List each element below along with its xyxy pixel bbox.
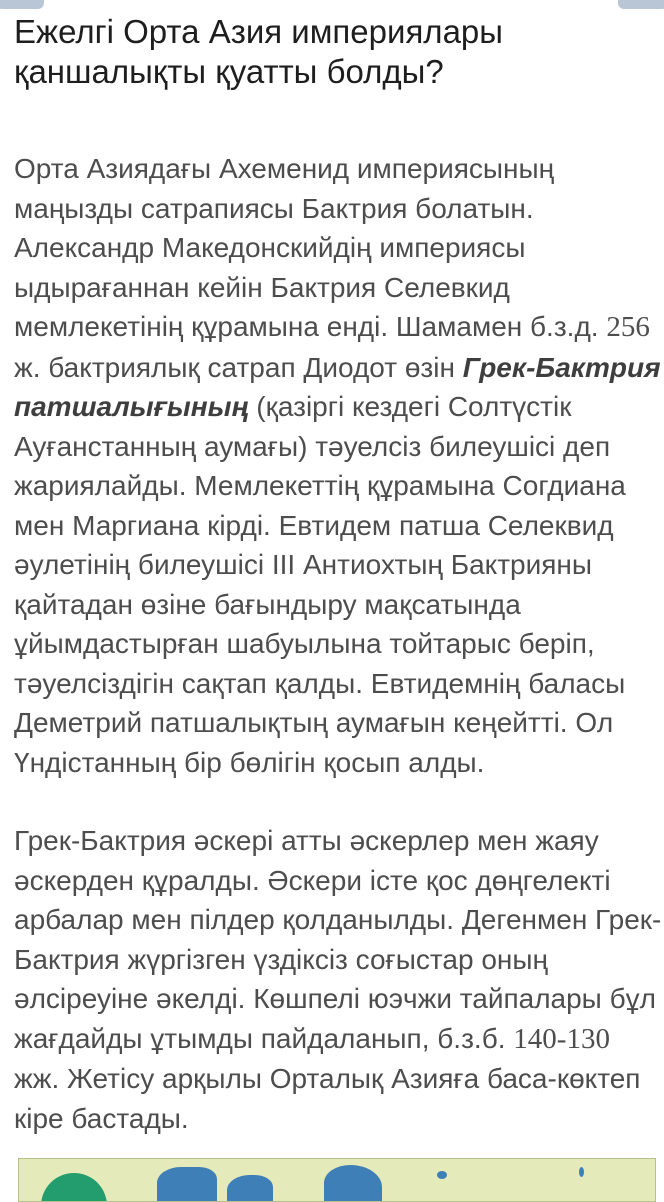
paragraph-2-years: 140-130	[513, 1022, 610, 1055]
map-water-area	[437, 1171, 447, 1179]
paragraph-1-text-a: Орта Азиядағы Ахеменид империясының маңызды сатрапиясы Бактрия болатын. Александр Македонскийдің империясы ыдырағаннан кейін Бактрия Селевкид мемлекетінің құрамына енді. Шамамен б.з.д.	[14, 153, 607, 342]
top-left-tab	[0, 0, 44, 9]
paragraph-2-text-a: Грек-Бактрия әскері атты әскерлер мен жаяу әскерден құралды. Әскери істе қос дөңгелекті арбалар мен пілдер қолданылды. Дегенмен Грек-Бактрия жүргізген үздіксіз соғыстар оның әлсіреуіне әкелді. Көшпелі юэчжи тайпалары бұл жағдайды ұтымды пайдаланып, б.з.б.	[14, 825, 662, 1054]
top-right-tab	[618, 0, 664, 9]
paragraph-2-text-b: жж. Жетісу арқылы Орталық Азияға баса-көктеп кіре бастады.	[14, 1063, 641, 1134]
paragraph-1-text-c: (қазіргі кездегі Солтүстік Ауғанстанның аумағы) тәуелсіз билеушісі деп жариялайды. Мемлекеттің құрамына Согдиана мен Маргиана кірді. Евтидем патша Селеквид әулетінің билеушісі ІІІ Антиохтың Бактрияны қайтадан өзіне бағындыру мақсатында ұйымдастырған шабуылына тойтарыс беріп, тәуелсіздігін сақтап қалды. Евтидемнің баласы Деметрий патшалықтың аумағын кеңейтті. Ол Үндістанның бір бөлігін қосып алды.	[14, 391, 626, 778]
map-marker-circle	[41, 1173, 107, 1202]
paragraph-1-emphasis: Грек-Бактрия патшалығының	[14, 351, 661, 422]
paragraph-2	[14, 821, 662, 1138]
map-water-area	[324, 1165, 382, 1202]
paragraph-1-text-b: ж. бактриялық сатрап Диодот өзін	[14, 351, 463, 383]
paragraph-1-year: 256	[606, 311, 650, 343]
map-water-area	[227, 1175, 273, 1202]
paragraph-1	[14, 149, 662, 821]
article-body	[14, 149, 662, 1138]
map-image-preview	[18, 1158, 656, 1202]
map-water-area	[579, 1167, 584, 1177]
article-title: Ежелгі Орта Азия империялары қаншалықты қуатты болды?	[14, 13, 503, 90]
